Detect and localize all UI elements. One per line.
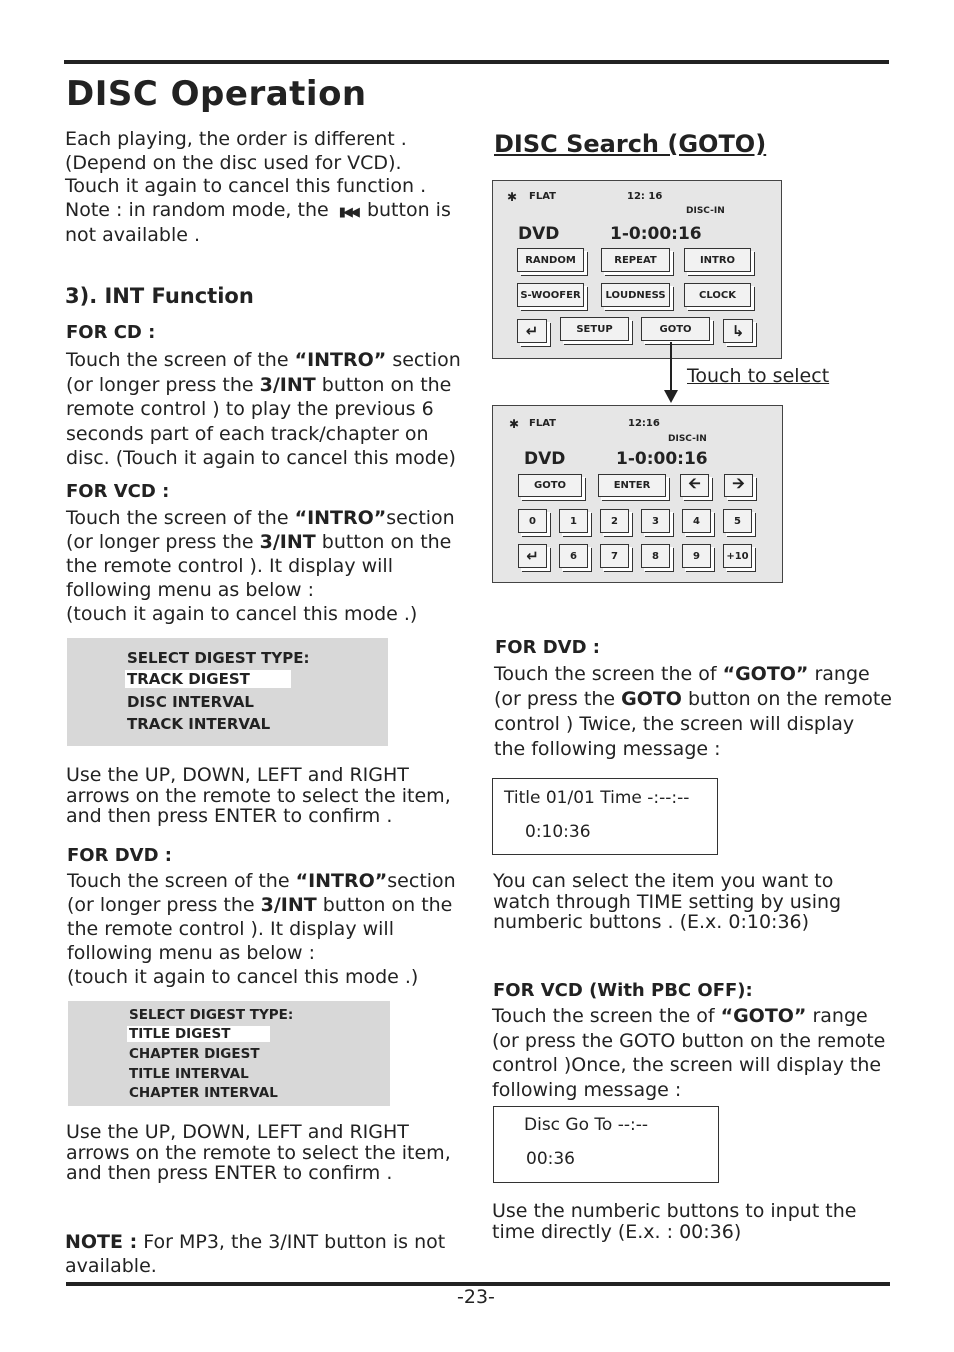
digit-3-key[interactable]: 3 [641,509,670,533]
dvd-time-instruction: You can select the item you want to watch through TIME setting by using numberic buttons . (E.x. 0:10:36) [493,870,842,933]
touch-to-select-label: Touch to select [687,365,830,387]
clock-button[interactable]: CLOCK [684,283,751,307]
digit-2-key[interactable]: 2 [600,509,629,533]
loudness-button[interactable]: LOUDNESS [601,283,670,307]
for-cd-heading: FOR CD : [66,322,156,343]
intro-button[interactable]: INTRO [684,248,751,272]
digit-4-key[interactable]: 4 [682,509,711,533]
repeat-button[interactable]: REPEAT [601,248,670,272]
for-dvd-text-right: Touch the screen the of “GOTO” range (or press the GOTO button on the remote control ) Twice, the screen will display the following message : [494,663,892,760]
connector-line [670,342,672,392]
arrows-instruction-2: Use the UP, DOWN, LEFT and RIGHT arrows on the remote to select the item, and then press ENTER to confirm . [66,1121,451,1184]
digit-5-key[interactable]: 5 [723,509,752,533]
random-button[interactable]: RANDOM [517,248,584,272]
page-number: -23- [457,1286,495,1308]
main-menu-screen: ✱ FLAT 12: 16 DISC-IN DVD 1-0:00:16 RANDOM REPEAT INTRO S-WOOFER LOUDNESS CLOCK ↵ SETUP GOTO ↳ [492,180,782,359]
dvd-goto-message-box: Title 01/01 Time -:--:-- 0:10:36 [492,778,718,855]
top-rule [64,60,889,64]
for-dvd-text-left: Touch the screen of the “INTRO”section (or longer press the 3/INT button on the the remote control ). It display will following menu as below : (touch it again to cancel this mode .) [67,870,456,988]
subwoofer-button[interactable]: S-WOOFER [517,283,584,307]
dvd-digest-menu: SELECT DIGEST TYPE: TITLE DIGEST CHAPTER DIGEST TITLE INTERVAL CHAPTER INTERVAL [68,1001,390,1106]
intro-paragraph: Each playing, the order is different . (Depend on the disc used for VCD). Touch it again to cancel this function . Note : in random mode, the ▮◀◀ button is not available . [65,128,451,246]
for-vcd-heading: FOR VCD : [66,481,170,502]
mp3-note: NOTE : For MP3, the 3/INT button is not available. [65,1231,446,1277]
page-title: DISC Operation [66,74,367,114]
digit-6-key[interactable]: 6 [559,544,588,568]
goto-keypad-screen: ✱ FLAT 12:16 DISC-IN DVD 1-0:00:16 GOTO ENTER 🡨 🡪 0 1 2 3 4 5 ↵ 6 7 8 9 +10 [492,405,783,583]
connector-arrowhead [664,390,678,403]
vcd-goto-message-box: Disc Go To --:-- 00:36 [493,1106,719,1183]
back-return-icon[interactable]: ↵ [517,319,547,343]
digit-9-key[interactable]: 9 [682,544,711,568]
goto-key[interactable]: GOTO [518,474,582,497]
selected-menu-item[interactable]: TRACK DIGEST [125,670,291,688]
for-vcd-text: Touch the screen of the “INTRO”section (or longer press the 3/INT button on the the remote control ). It display will following menu as below : (touch it again to cancel this mode .) [66,507,455,625]
enter-key[interactable]: ENTER [598,474,666,497]
digit-7-key[interactable]: 7 [600,544,629,568]
vcd-time-instruction: Use the numberic buttons to input the time directly (E.x. : 00:36) [492,1200,857,1243]
bluetooth-icon: ✱ [509,417,520,431]
back-return-icon[interactable]: ↵ [518,544,547,568]
int-function-heading: 3). INT Function [65,284,254,308]
for-cd-text: Touch the screen of the “INTRO” section (or longer press the 3/INT button on the remote control ) to play the previous 6 seconds part of each track/chapter on disc. (Touch it again to cancel this mode) [66,349,461,469]
for-vcd-pbc-text: Touch the screen the of “GOTO” range (or press the GOTO button on the remote control )Once, the screen will display the following message : [492,1005,886,1101]
skip-back-icon: ▮◀◀ [338,204,357,220]
setup-button[interactable]: SETUP [560,317,629,341]
for-dvd-heading-left: FOR DVD : [67,845,173,866]
digit-0-key[interactable]: 0 [518,509,547,533]
for-vcd-pbc-heading: FOR VCD (With PBC OFF): [493,980,753,1001]
selected-menu-item[interactable]: TITLE DIGEST [127,1026,270,1042]
bluetooth-icon: ✱ [507,190,518,204]
right-arrow-icon[interactable]: 🡪 [724,474,753,497]
plus-10-key[interactable]: +10 [723,544,752,568]
digit-1-key[interactable]: 1 [559,509,588,533]
for-dvd-heading-right: FOR DVD : [495,637,601,658]
left-arrow-icon[interactable]: 🡨 [680,474,709,497]
disc-search-heading: DISC Search (GOTO) [494,130,767,158]
forward-return-icon[interactable]: ↳ [723,319,753,343]
vcd-digest-menu: SELECT DIGEST TYPE: TRACK DIGEST DISC INTERVAL TRACK INTERVAL [67,638,388,746]
goto-button[interactable]: GOTO [641,317,710,341]
digit-8-key[interactable]: 8 [641,544,670,568]
arrows-instruction-1: Use the UP, DOWN, LEFT and RIGHT arrows on the remote to select the item, and then press ENTER to confirm . [66,764,451,827]
